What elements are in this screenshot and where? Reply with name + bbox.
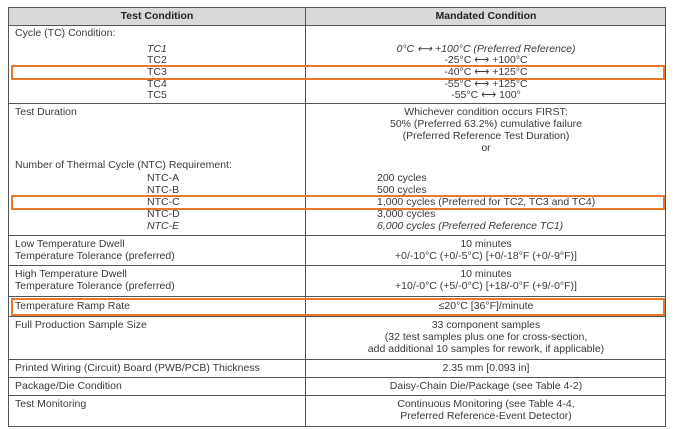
low-dwell-label: Low Temperature Dwell: [15, 238, 125, 250]
ramp-value: ≤20°C [36°F]/minute: [438, 300, 534, 312]
ramp-label: Temperature Ramp Rate: [15, 300, 130, 312]
ntc-label: Number of Thermal Cycle (NTC) Requirement:: [15, 159, 232, 171]
cycle-label: Cycle (TC) Condition:: [15, 27, 116, 39]
sample-line-2: (32 test samples plus one for cross-section,: [384, 331, 588, 343]
tc4-name: TC4: [147, 78, 167, 90]
duration-line-1: Whichever condition occurs FIRST:: [404, 106, 568, 118]
ntc-d-value: 3,000 cycles: [377, 208, 436, 220]
row-divider: [9, 359, 665, 360]
tc3-value: -40°C ⟷ +125°C: [444, 66, 528, 78]
header-mandated-condition: Mandated Condition: [435, 10, 537, 22]
low-dwell-value: 10 minutes: [460, 238, 512, 250]
ntc-b-name: NTC-B: [147, 184, 180, 196]
table-header: [9, 8, 665, 26]
ntc-c-name: NTC-C: [147, 196, 180, 208]
row-divider: [9, 265, 665, 266]
tc3-highlight-box: [11, 65, 665, 80]
duration-line-3: (Preferred Reference Test Duration): [402, 130, 570, 142]
tc5-value: -55°C ⟷ 100°: [451, 89, 521, 101]
tc5-name: TC5: [147, 89, 167, 101]
row-divider: [9, 316, 665, 317]
monitoring-line-1: Continuous Monitoring (see Table 4-4,: [397, 398, 575, 410]
sample-line-1: 33 component samples: [431, 319, 541, 331]
tc4-value: -55°C ⟷ +125°C: [444, 78, 528, 90]
high-dwell-label: High Temperature Dwell: [15, 268, 127, 280]
ntc-c-value: 1,000 cycles (Preferred for TC2, TC3 and TC4): [377, 196, 596, 208]
duration-line-2: 50% (Preferred 63.2%) cumulative failure: [389, 118, 582, 130]
pwb-label: Printed Wiring (Circuit) Board (PWB/PCB) Thickness: [15, 362, 260, 374]
tc2-value: -25°C ⟷ +100°C: [444, 54, 528, 66]
pwb-value: 2.35 mm [0.093 in]: [442, 362, 530, 374]
low-tolerance-label: Temperature Tolerance (preferred): [15, 250, 175, 262]
tc1-name: TC1: [147, 43, 167, 55]
duration-line-4: or: [481, 142, 491, 154]
tc1-value: 0°C ⟷ +100°C (Preferred Reference): [396, 43, 576, 55]
package-label: Package/Die Condition: [15, 380, 122, 392]
duration-label: Test Duration: [15, 106, 77, 118]
monitoring-line-2: Preferred Reference-Event Detector): [400, 410, 572, 422]
row-divider: [9, 395, 665, 396]
low-tolerance-value: +0/-10°C (+0/-5°C) [+0/-18°F (+0/-9°F)]: [395, 250, 577, 262]
ntc-d-name: NTC-D: [147, 208, 180, 220]
ntc-e-name: NTC-E: [147, 220, 180, 232]
row-divider: [9, 235, 665, 236]
row-divider: [9, 296, 665, 297]
header-test-condition: Test Condition: [120, 10, 194, 22]
sample-line-3: add additional 10 samples for rework, if applicable): [367, 343, 605, 355]
package-value: Daisy-Chain Die/Package (see Table 4-2): [389, 380, 583, 392]
test-conditions-table: [8, 7, 666, 427]
ntc-e-value: 6,000 cycles (Preferred Reference TC1): [377, 220, 564, 232]
ntc-a-value: 200 cycles: [377, 172, 427, 184]
monitoring-label: Test Monitoring: [15, 398, 87, 410]
row-divider: [9, 103, 665, 104]
sample-label: Full Production Sample Size: [15, 319, 147, 331]
ntc-c-highlight-box: [11, 195, 665, 210]
tc2-name: TC2: [147, 54, 167, 66]
ntc-b-value: 500 cycles: [377, 184, 427, 196]
high-tolerance-label: Temperature Tolerance (preferred): [15, 280, 175, 292]
high-tolerance-value: +10/-0°C (+5/-0°C) [+18/-0°F (+9/-0°F)]: [395, 280, 577, 292]
high-dwell-value: 10 minutes: [460, 268, 512, 280]
ramp-rate-highlight-box: [11, 298, 665, 316]
tc3-name: TC3: [147, 66, 167, 78]
ntc-a-name: NTC-A: [147, 172, 180, 184]
row-divider: [9, 377, 665, 378]
